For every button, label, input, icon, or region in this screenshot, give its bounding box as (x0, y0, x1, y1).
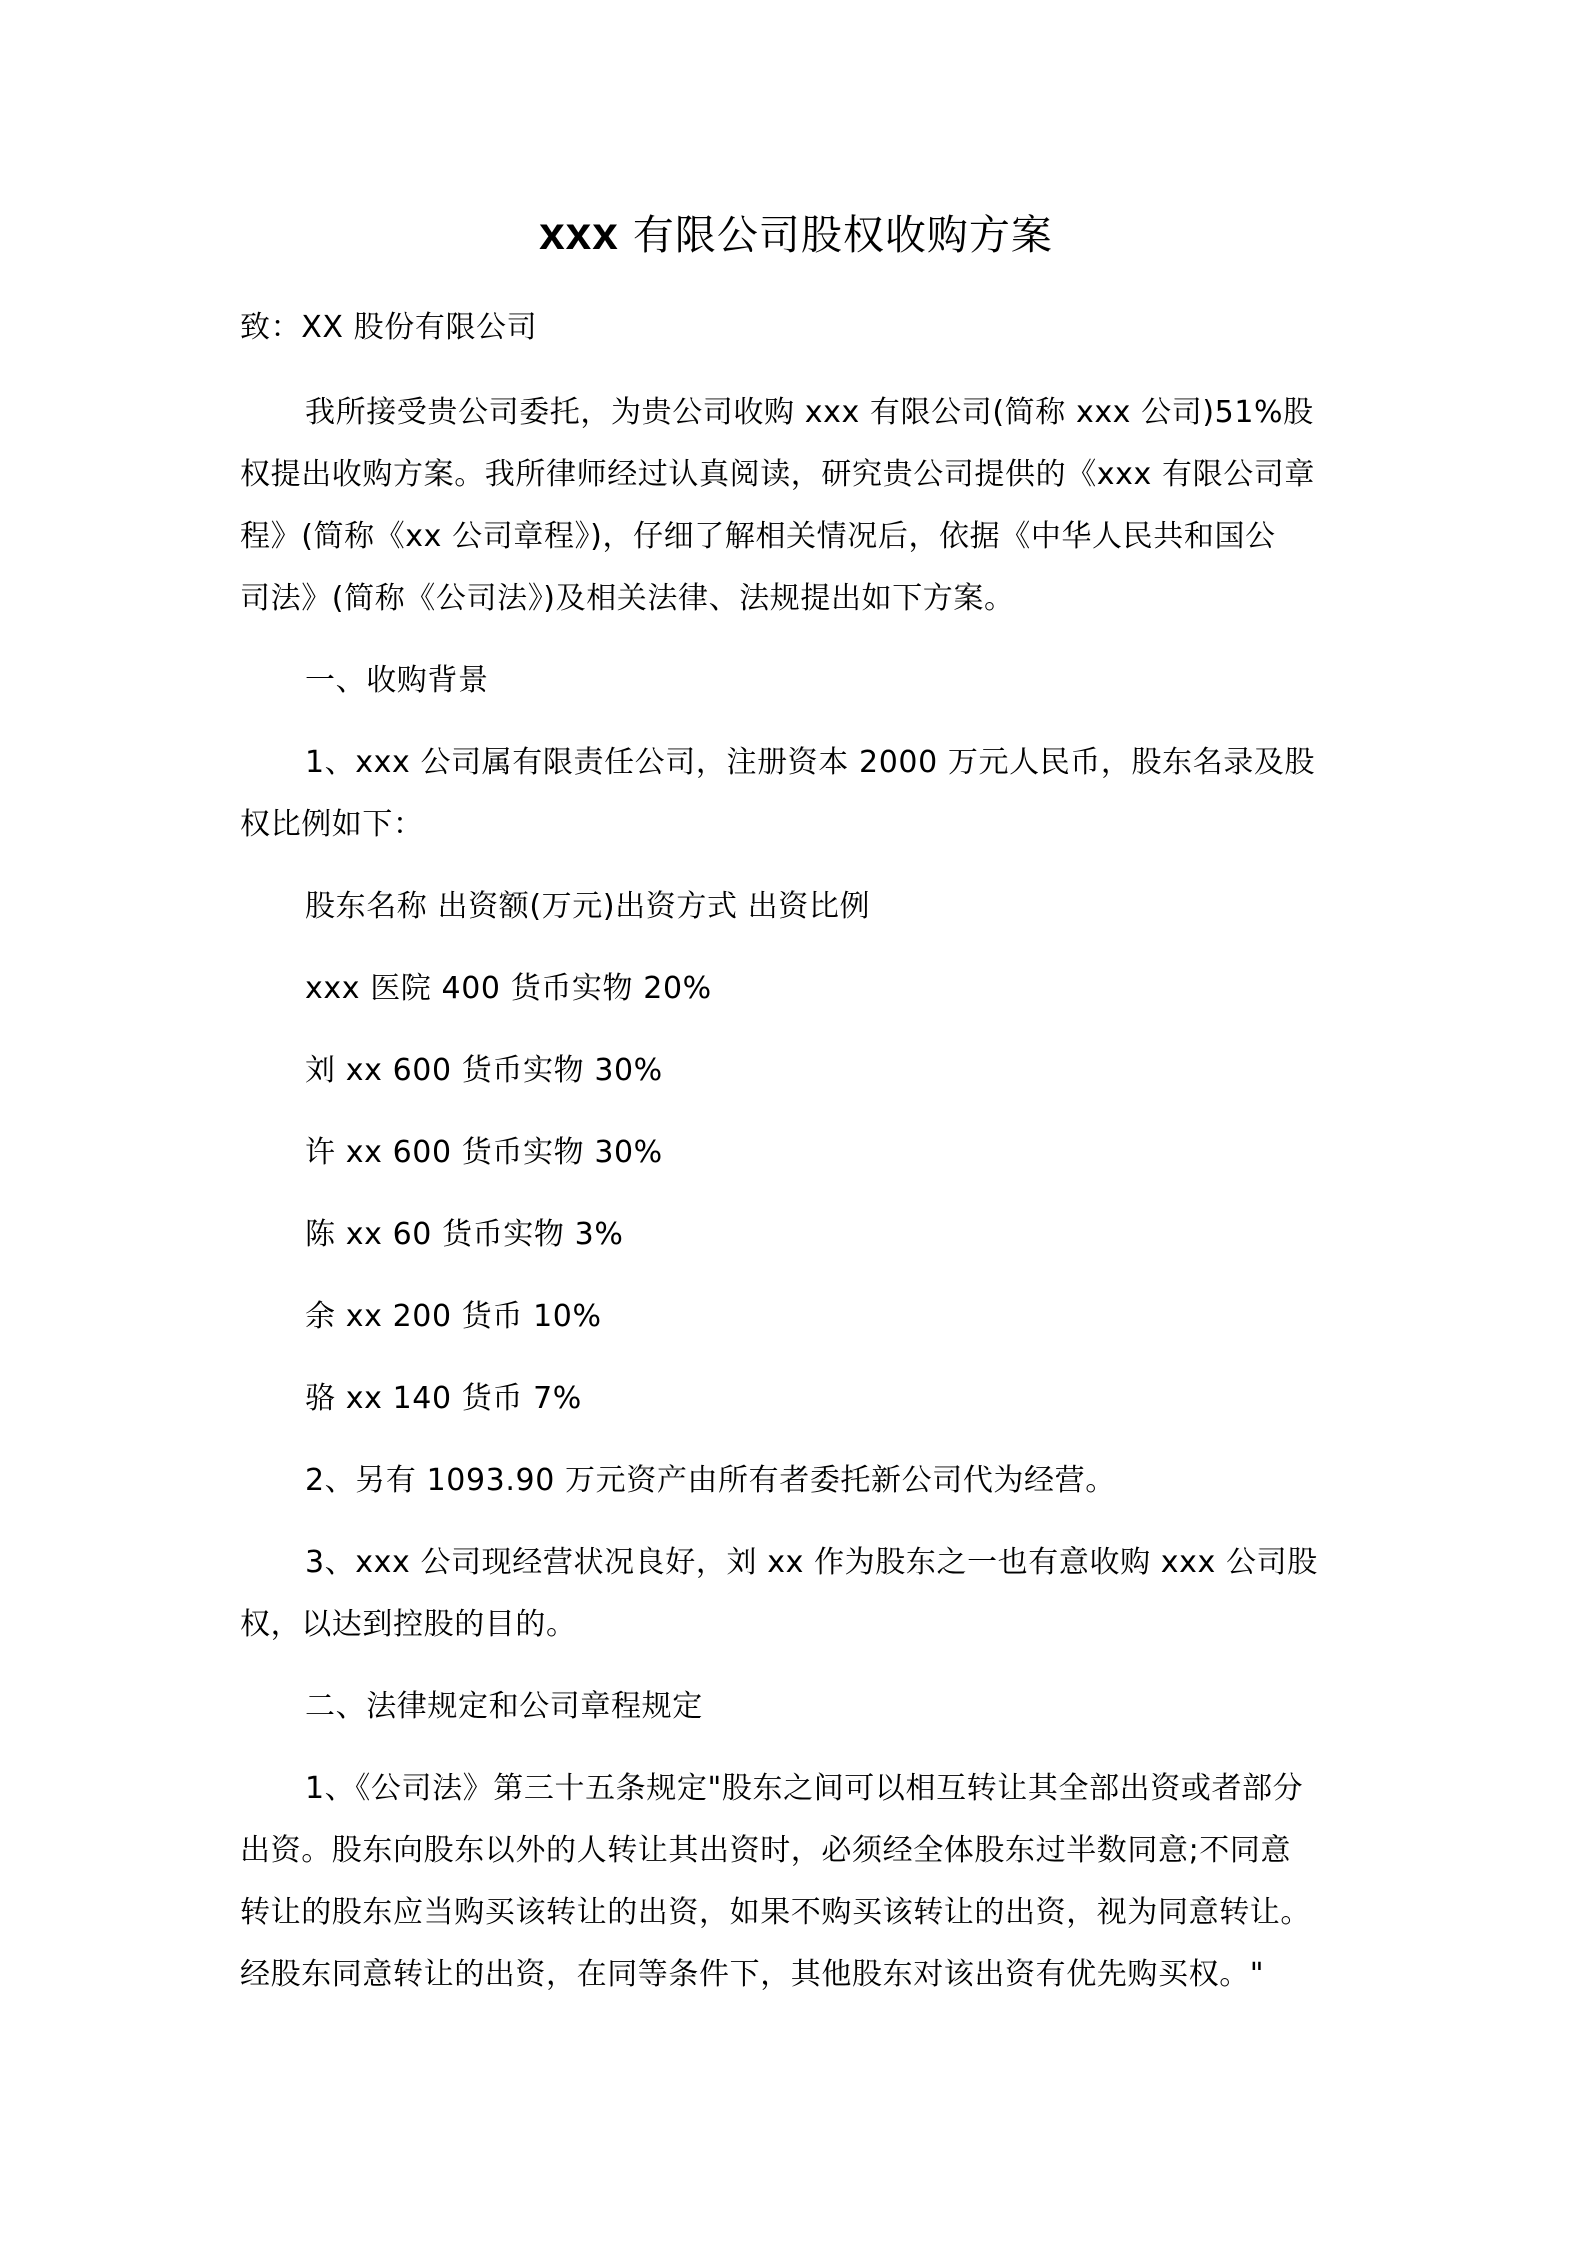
shareholder-row: 刘 xx 600 货币实物 30% (305, 1053, 663, 1088)
shareholder-row: 许 xx 600 货币实物 30% (305, 1135, 663, 1170)
intro-line-2: 权提出收购方案。我所律师经过认真阅读，研究贵公司提供的《xxx 有限公司章 (240, 457, 1315, 492)
shareholder-row: 陈 xx 60 货币实物 3% (305, 1217, 624, 1252)
section-1-item-1-line-1: 1、xxx 公司属有限责任公司，注册资本 2000 万元人民币，股东名录及股 (305, 745, 1316, 780)
section-2-item-1-line-2: 出资。股东向股东以外的人转让其出资时，必须经全体股东过半数同意;不同意 (240, 1833, 1292, 1868)
section-2-item-1-line-4: 经股东同意转让的出资，在同等条件下，其他股东对该出资有优先购买权。" (240, 1957, 1265, 1992)
intro-line-1: 我所接受贵公司委托，为贵公司收购 xxx 有限公司(简称 xxx 公司)51%股 (305, 395, 1314, 430)
section-2-item-1-line-3: 转让的股东应当购买该转让的出资，如果不购买该转让的出资，视为同意转让。 (240, 1895, 1311, 1930)
section-1-item-3-line-2: 权，以达到控股的目的。 (240, 1607, 577, 1642)
section-1-heading: 一、收购背景 (305, 663, 489, 698)
intro-line-4: 司法》(简称《公司法》)及相关法律、法规提出如下方案。 (240, 581, 1015, 616)
addressee: 致：XX 股份有限公司 (240, 310, 538, 345)
section-1-item-1-line-2: 权比例如下： (240, 807, 424, 842)
intro-line-3: 程》(简称《xx 公司章程》)，仔细了解相关情况后，依据《中华人民共和国公 (240, 519, 1276, 554)
shareholder-row: 骆 xx 140 货币 7% (305, 1381, 582, 1416)
document-title (240, 205, 1352, 263)
title-prefix: xxx (539, 207, 619, 259)
shareholder-table-header: 股东名称 出资额(万元)出资方式 出资比例 (305, 889, 871, 924)
section-1-item-3-line-1: 3、xxx 公司现经营状况良好，刘 xx 作为股东之一也有意收购 xxx 公司股 (305, 1545, 1318, 1580)
shareholder-row: xxx 医院 400 货币实物 20% (305, 971, 712, 1006)
section-1-item-2: 2、另有 1093.90 万元资产由所有者委托新公司代为经营。 (305, 1463, 1116, 1498)
section-2-heading: 二、法律规定和公司章程规定 (305, 1689, 703, 1724)
section-2-item-1-line-1: 1、《公司法》第三十五条规定"股东之间可以相互转让其全部出资或者部分 (305, 1771, 1304, 1806)
shareholder-row: 余 xx 200 货币 10% (305, 1299, 602, 1334)
title-text: 有限公司股权收购方案 (632, 211, 1053, 259)
